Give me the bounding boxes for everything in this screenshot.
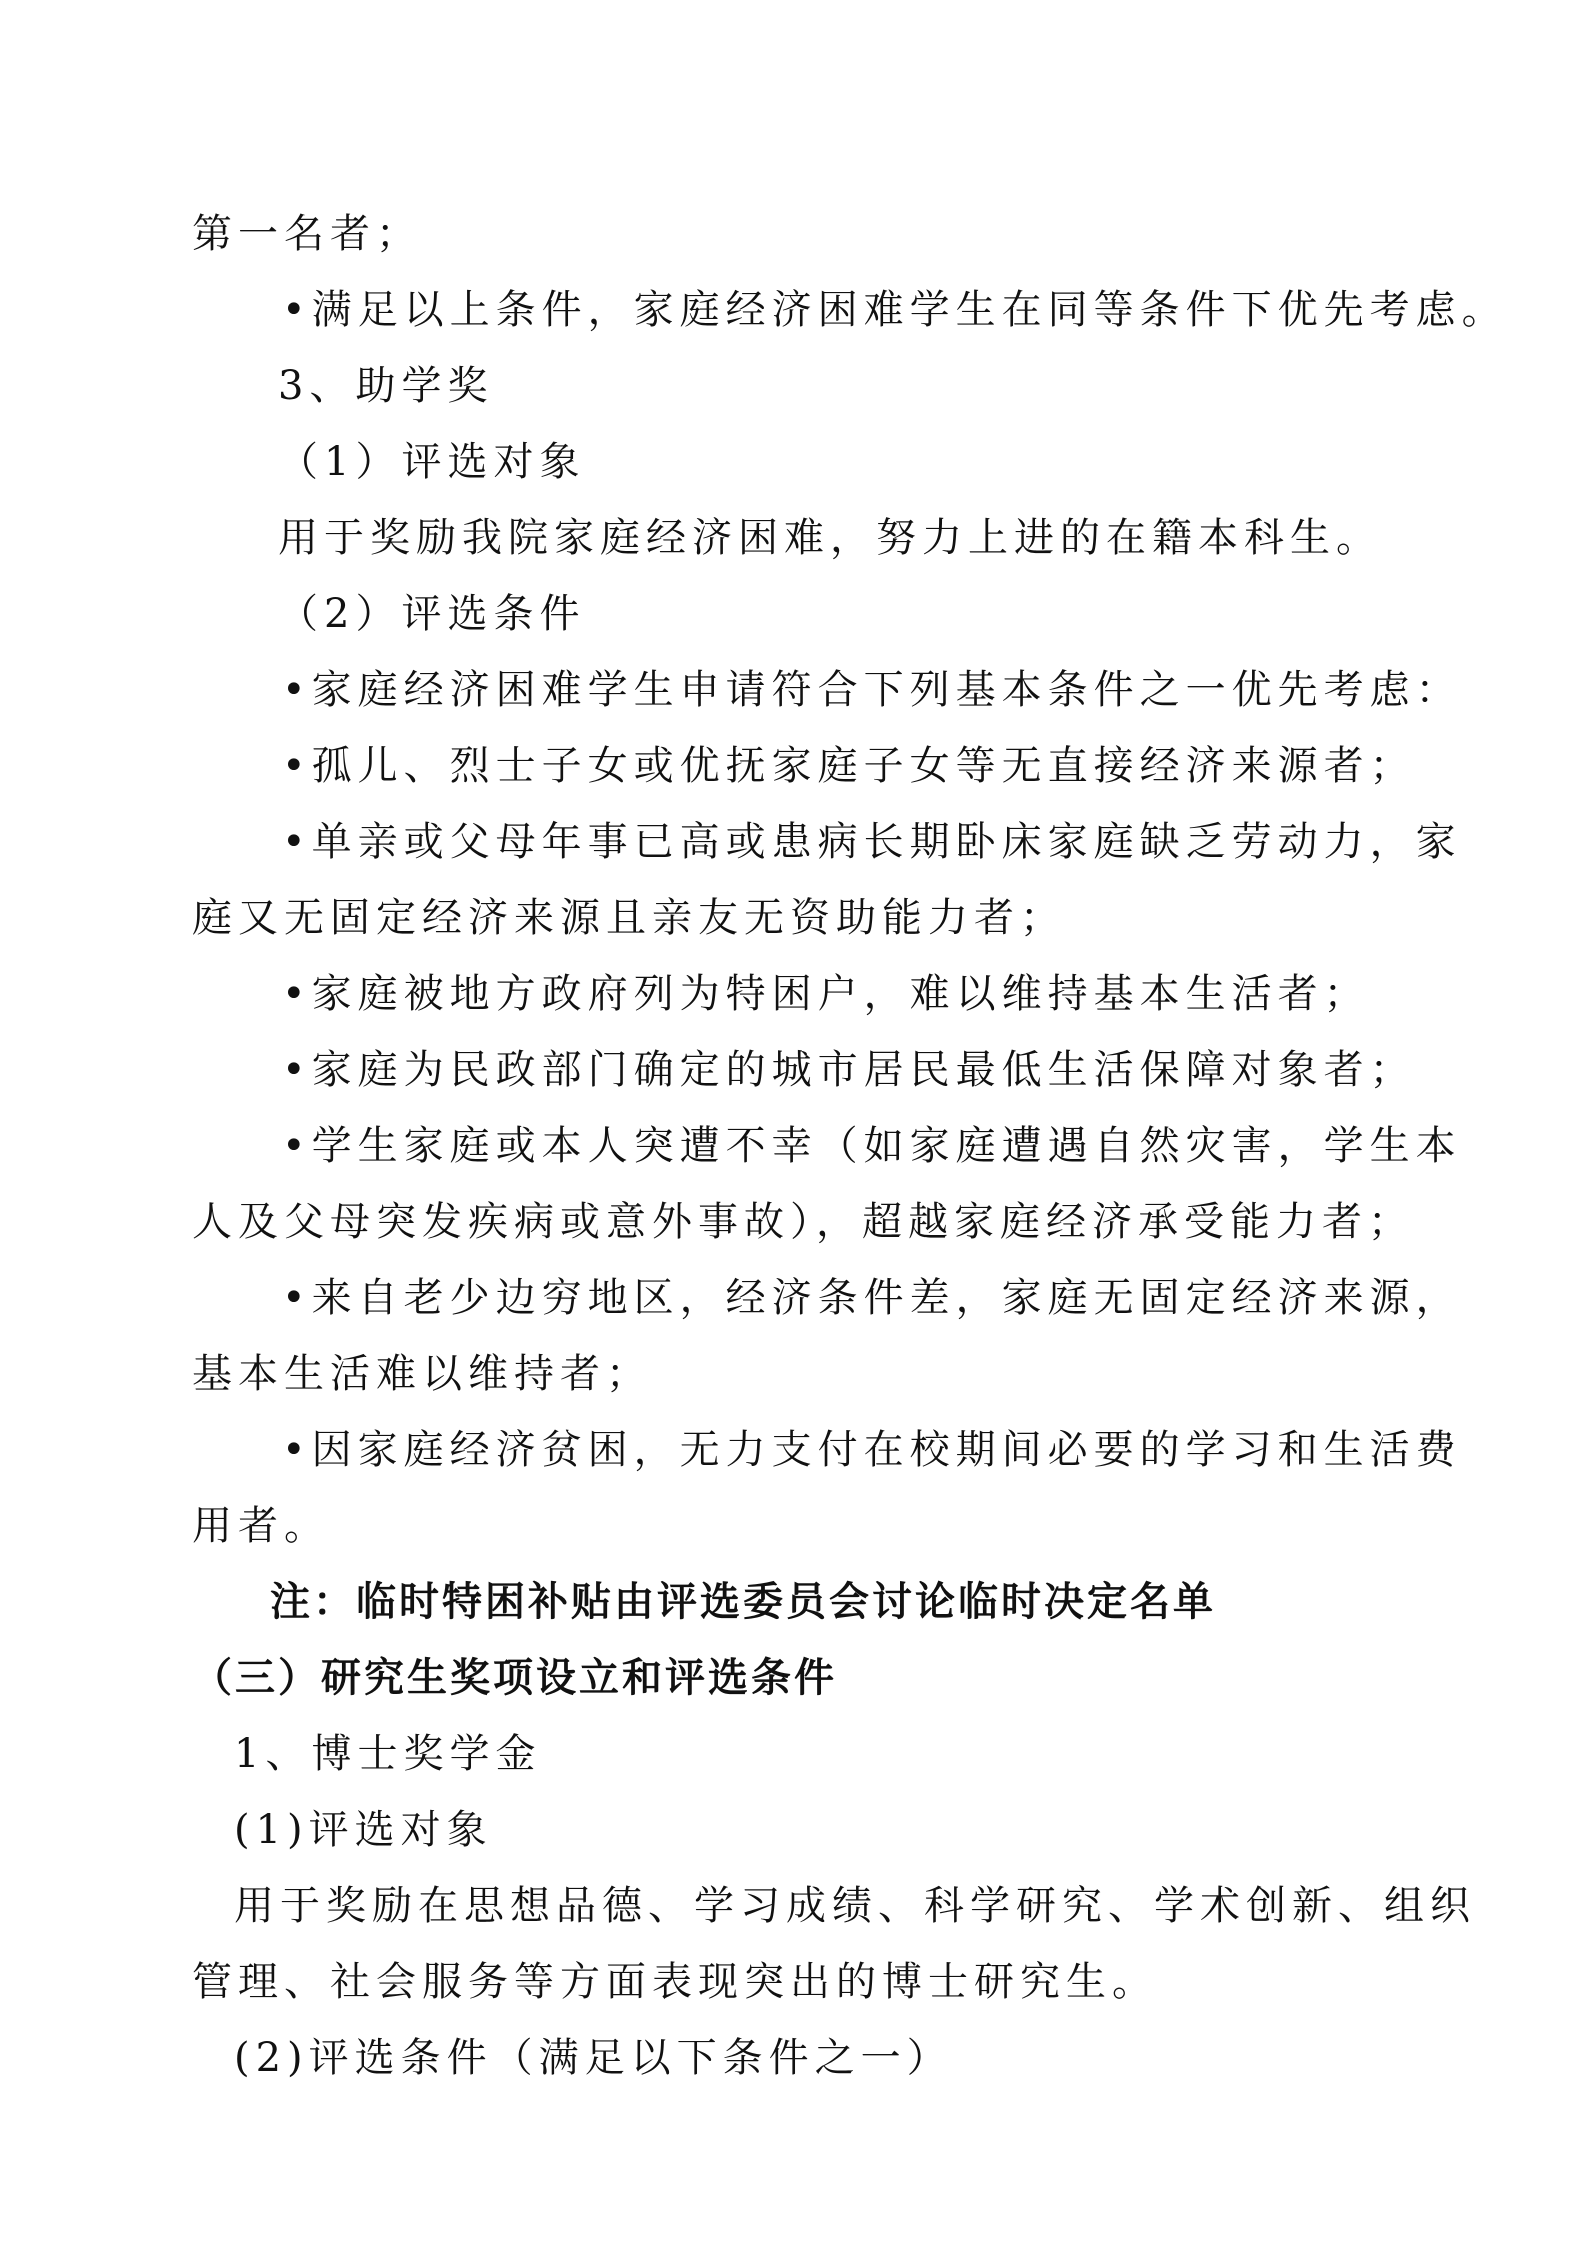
bullet-item: •因家庭经济贫困，无力支付在校期间必要的学习和生活费 (282, 1427, 1462, 1473)
section-title: （三）研究生奖项设立和评选条件 (192, 1655, 837, 1701)
text-line: 用者。 (192, 1503, 330, 1549)
bullet-item: •家庭经济困难学生申请符合下列基本条件之一优先考虑： (282, 667, 1462, 713)
note-line: 注：临时特困补贴由评选委员会讨论临时决定名单 (270, 1579, 1216, 1625)
subsection-heading: (2)评选条件（满足以下条件之一） (234, 2035, 953, 2081)
text-line: 用于奖励在思想品德、学习成绩、科学研究、学术创新、组织 (234, 1883, 1476, 1929)
subsection-heading: （2）评选条件 (278, 591, 586, 637)
bullet-item: •满足以上条件，家庭经济困难学生在同等条件下优先考虑。 (282, 287, 1508, 333)
subsection-heading: (1)评选对象 (234, 1807, 493, 1853)
text-line: 庭又无固定经济来源且亲友无资助能力者； (192, 895, 1066, 941)
section-heading: 3、助学奖 (278, 363, 494, 409)
bullet-item: •家庭为民政部门确定的城市居民最低生活保障对象者； (282, 1047, 1416, 1093)
text-line: 基本生活难以维持者； (192, 1351, 652, 1397)
subsection-heading: （1）评选对象 (278, 439, 586, 485)
text-line: 管理、社会服务等方面表现突出的博士研究生。 (192, 1959, 1158, 2005)
text-line: 第一名者； (192, 211, 422, 257)
bullet-item: •来自老少边穷地区，经济条件差，家庭无固定经济来源， (282, 1275, 1462, 1321)
bullet-item: •学生家庭或本人突遭不幸（如家庭遭遇自然灾害，学生本 (282, 1123, 1462, 1169)
section-heading: 1、博士奖学金 (234, 1731, 542, 1777)
text-line: 人及父母突发疾病或意外事故），超越家庭经济承受能力者； (192, 1199, 1414, 1245)
bullet-item: •孤儿、烈士子女或优抚家庭子女等无直接经济来源者； (282, 743, 1416, 789)
text-line: 用于奖励我院家庭经济困难，努力上进的在籍本科生。 (278, 515, 1382, 561)
bullet-item: •单亲或父母年事已高或患病长期卧床家庭缺乏劳动力，家 (282, 819, 1462, 865)
bullet-item: •家庭被地方政府列为特困户，难以维持基本生活者； (282, 971, 1370, 1017)
